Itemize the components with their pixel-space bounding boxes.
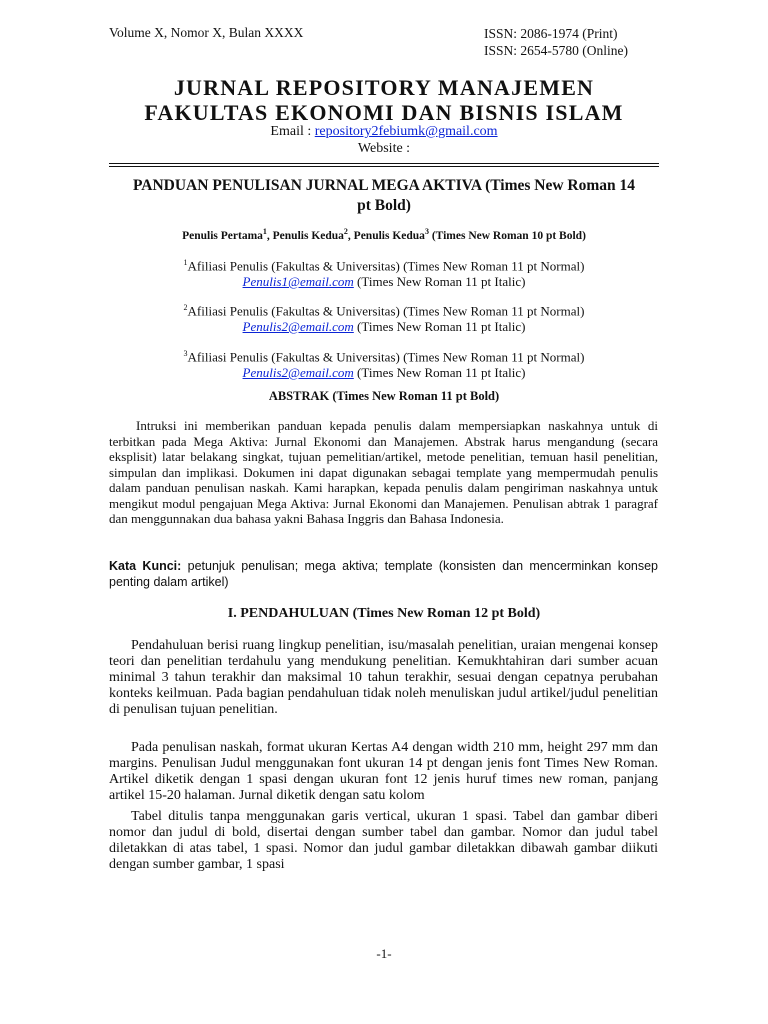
affiliation-2-sup: 2 <box>183 303 188 312</box>
keywords-label: Kata Kunci: <box>109 559 182 573</box>
journal-email-line <box>0 124 768 140</box>
affiliation-1-email-note: (Times New Roman 11 pt Italic) <box>353 273 526 289</box>
affiliation-2 <box>0 300 768 334</box>
author-2-sup: 2 <box>343 227 348 236</box>
author-list <box>0 227 768 242</box>
journal-title-line1: JURNAL REPOSITORY MANAJEMEN <box>173 75 595 100</box>
author-1-sup: 1 <box>262 227 267 236</box>
affiliation-3-sup: 3 <box>183 349 188 358</box>
author-1: Penulis Pertama <box>182 229 263 242</box>
header-divider-thin <box>109 166 659 167</box>
keywords-text: petunjuk penulisan; mega aktiva; template (konsisten dan mencerminkan konsep penting dalam artikel) <box>109 559 658 589</box>
affiliation-3-text: Afiliasi Penulis (Fakultas & Universitas) (Times New Roman 11 pt Normal) <box>187 349 585 365</box>
body-paragraph: Pendahuluan berisi ruang lingkup penelitian, isu/masalah penelitian, uraian mengenai konsep teori dan penelitian terdahulu yang mendukung penelitian. Kemukhtahiran dari sumber acuan minimal 3 tahun terakhir dan maksimal 10 tahun terakhir, sesuai dengan cepatnya perubahan konteks keilmuan. Pada bagian pendahuluan tidak noleh menuliskan judul artikel/judul penelitian di penulisan tujuan penelitian. <box>109 638 658 717</box>
keywords <box>109 558 658 590</box>
volume-info: Volume X, Nomor X, Bulan XXXX <box>109 25 304 40</box>
affiliation-1-sup: 1 <box>183 258 188 267</box>
header-divider-thick <box>109 163 659 164</box>
abstract-heading: ABSTRAK (Times New Roman 11 pt Bold) <box>268 389 500 403</box>
journal-website-line: Website : <box>357 141 411 156</box>
affiliation-2-email[interactable]: Penulis2@email.com <box>242 318 354 334</box>
page-number: -1- <box>376 946 392 961</box>
issn-print: ISSN: 2086-1974 (Print) <box>484 26 618 41</box>
affiliation-3-email-note: (Times New Roman 11 pt Italic) <box>353 364 526 380</box>
author-3-sup: 3 <box>424 227 429 236</box>
affiliation-2-text: Afiliasi Penulis (Fakultas & Universitas) (Times New Roman 11 pt Normal) <box>187 303 585 319</box>
affiliation-1-text: Afiliasi Penulis (Fakultas & Universitas) (Times New Roman 11 pt Normal) <box>187 258 585 274</box>
affiliation-2-email-note: (Times New Roman 11 pt Italic) <box>353 318 526 334</box>
journal-email-link[interactable]: repository2febiumk@gmail.com <box>314 124 498 139</box>
author-2: , Penulis Kedua <box>266 229 344 242</box>
email-label: Email : <box>270 124 315 139</box>
affiliation-3 <box>0 346 768 380</box>
journal-title-line2: FAKULTAS EKONOMI DAN BISNIS ISLAM <box>144 100 624 125</box>
issn-online: ISSN: 2654-5780 (Online) <box>484 43 628 58</box>
affiliation-3-email[interactable]: Penulis2@email.com <box>242 364 354 380</box>
affiliation-1-email[interactable]: Penulis1@email.com <box>242 273 354 289</box>
author-format-note: (Times New Roman 10 pt Bold) <box>428 229 586 242</box>
author-3: , Penulis Kedua <box>347 229 425 242</box>
abstract-body: Intruksi ini memberikan panduan kepada penulis dalam mempersiapkan naskahnya untuk di terbitkan pada Mega Aktiva: Jurnal Ekonomi dan Manajemen. Abstrak harus mengandung (secara eksplisit) latar belakang singkat, tujuan pemelitian/artikel, metode penelitian, temuan hasil penelitian, simpulan dan implikasi. Dokumen ini dapat digunakan sebagai template yang mempermudah penulis dalam panduan penulisan naskah. Kami harapkan, kepada penulis dalam pengiriman naskahnya untuk mengikut modul pengajuan Mega Aktiva: Jurnal Ekonomi dan Manajemen. Penulisan abtrak 1 paragraf dan menggunnakan dua bahasa yakni Bahasa Inggris dan Bahasa Indonesia. <box>109 418 658 526</box>
body-paragraph: Pada penulisan naskah, format ukuran Kertas A4 dengan width 210 mm, height 297 mm dan margins. Penulisan Judul menggunakan font ukuran 14 pt dengan jenis font Times New Roman. Artikel diketik dengan 1 spasi dengan ukuran font 12 jenis huruf times new roman, panjang artikel 15-20 halaman. Jurnal diketik dengan satu kolom <box>109 740 658 803</box>
affiliation-1 <box>0 255 768 289</box>
issn-block <box>484 25 628 59</box>
section-heading-pendahuluan: I. PENDAHULUAN (Times New Roman 12 pt Bold) <box>227 606 541 621</box>
paper-title: PANDUAN PENULISAN JURNAL MEGA AKTIVA (Times New Roman 14 pt Bold) <box>132 177 636 214</box>
body-paragraph: Tabel ditulis tanpa menggunakan garis vertical, ukuran 1 spasi. Tabel dan gambar diberi nomor dan judul di bold, disertai dengan sumber tabel dan gambar. Nomor dan judul tabel diletakkan di atas tabel, 1 spasi. Nomor dan judul gambar diletakkan dibawah gambar diikuti dengan sumber gambar, 1 spasi <box>109 809 658 872</box>
